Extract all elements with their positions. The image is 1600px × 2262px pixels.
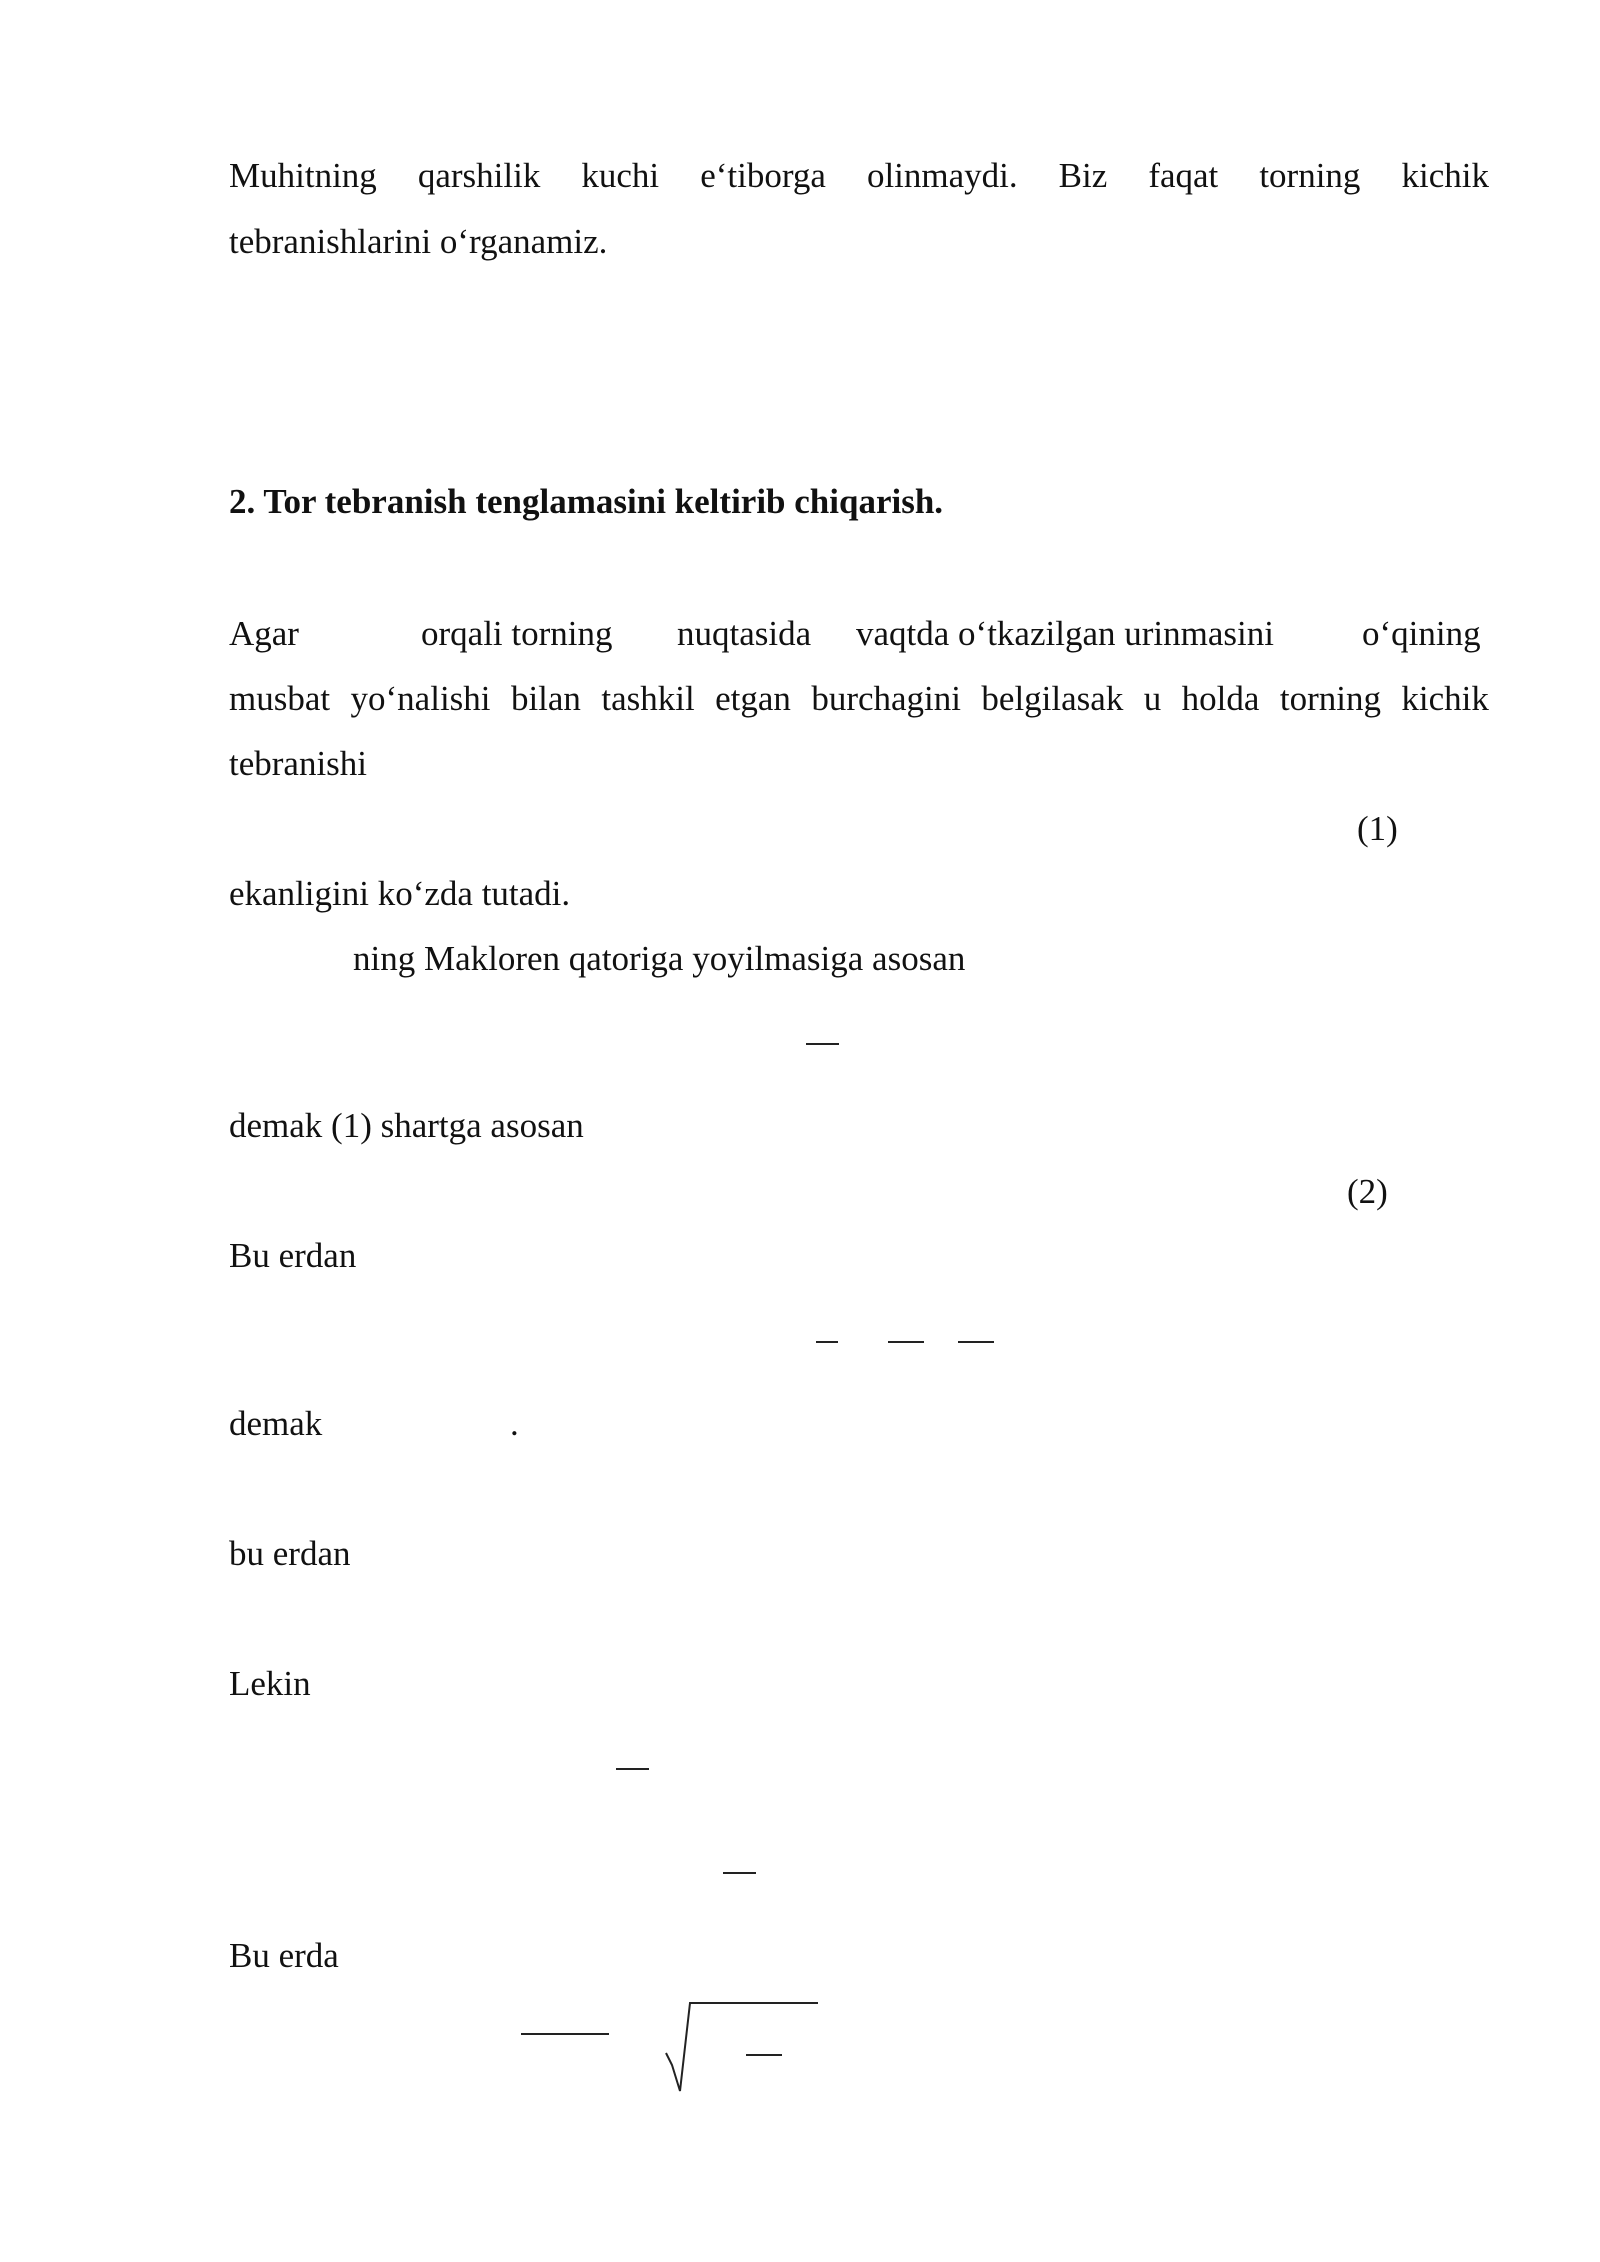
fraction-bar [616, 1768, 649, 1770]
fraction-bar [958, 1341, 994, 1343]
para1-line2: tebranishlarini o‘rganamiz. [229, 222, 608, 261]
word: musbat [229, 679, 331, 718]
word: torning [1279, 679, 1381, 718]
para2-nuqtasida: nuqtasida [677, 614, 812, 653]
text-bu-erdan-2: bu erdan [229, 1534, 351, 1573]
fraction-bar [806, 1043, 839, 1045]
text-period: . [510, 1404, 519, 1443]
section-title: 2. Tor tebranish tenglamasini keltirib chiqarish. [229, 482, 944, 521]
equation-number-2: (2) [1347, 1172, 1388, 1211]
equation-number-1: (1) [1357, 809, 1398, 848]
word: Biz [1058, 156, 1108, 195]
word: burchagini [811, 679, 961, 718]
word: u [1143, 679, 1162, 718]
word: kichik [1401, 156, 1489, 195]
word: tashkil [601, 679, 695, 718]
word: qarshilik [417, 156, 541, 195]
text-bu-erda: Bu erda [229, 1936, 339, 1975]
fraction-bar [746, 2054, 782, 2056]
word: bilan [510, 679, 581, 718]
para2-oqining: o‘qining [1362, 614, 1481, 653]
square-root-sign [662, 1995, 822, 2095]
text-bu-erdan: Bu erdan [229, 1236, 357, 1275]
text-lekin: Lekin [229, 1664, 311, 1703]
word: holda [1181, 679, 1260, 718]
word: olinmaydi. [866, 156, 1018, 195]
para2-line3: tebranishi [229, 744, 368, 783]
word: Muhitning [229, 156, 377, 195]
para2-line2 [229, 681, 1489, 716]
word: belgilasak [981, 679, 1124, 718]
text-ekanligini: ekanligini ko‘zda tutadi. [229, 874, 571, 913]
para2-vaqtda: vaqtda o‘tkazilgan urinmasini [856, 614, 1274, 653]
word: torning [1259, 156, 1361, 195]
fraction-bar [521, 2033, 609, 2035]
text-demak: demak [229, 1404, 323, 1443]
fraction-bar [816, 1341, 838, 1343]
text-makloren: ning Makloren qatoriga yoyilmasiga asosan [353, 939, 966, 978]
text-demak-shartga: demak (1) shartga asosan [229, 1106, 584, 1145]
word: kichik [1401, 679, 1489, 718]
para1-line1 [229, 158, 1489, 193]
fraction-bar [723, 1872, 756, 1874]
para2-orqali: orqali torning [421, 614, 613, 653]
para2-agar: Agar [229, 614, 299, 653]
word: yo‘nalishi [350, 679, 491, 718]
word: e‘tiborga [700, 156, 826, 195]
fraction-bar [888, 1341, 924, 1343]
word: kuchi [581, 156, 660, 195]
word: faqat [1148, 156, 1219, 195]
word: etgan [715, 679, 791, 718]
